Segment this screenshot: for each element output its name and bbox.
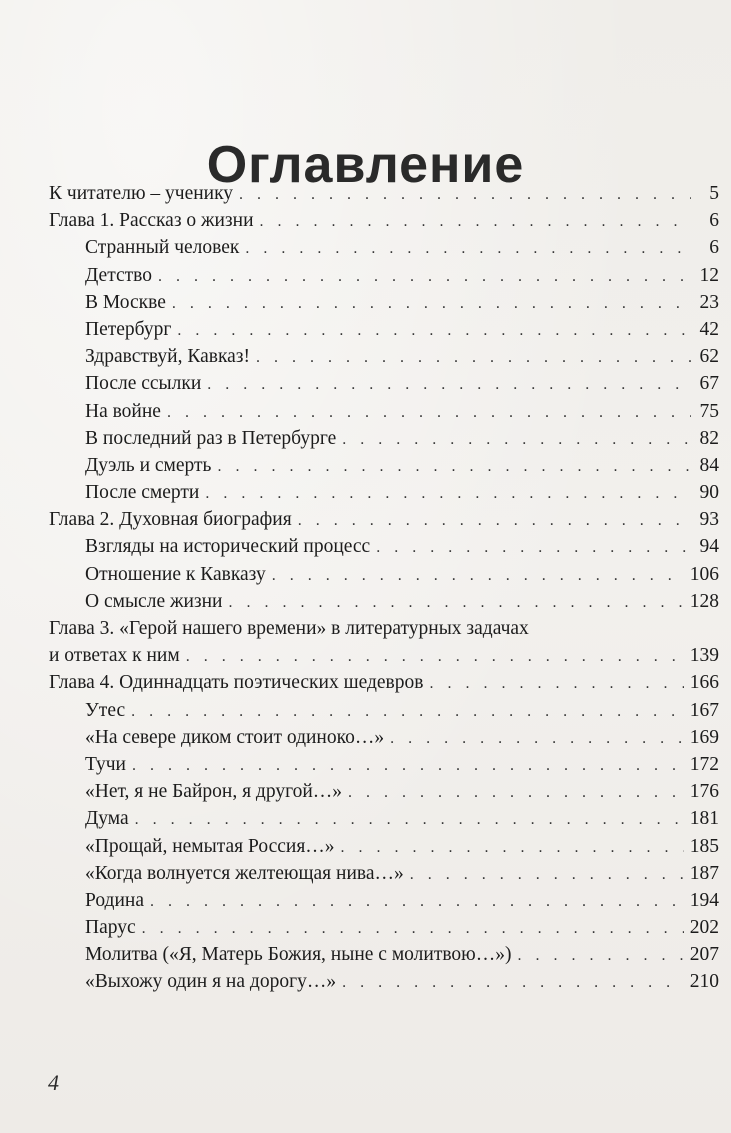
- dot-leader: [348, 779, 684, 806]
- toc-entry: [49, 506, 719, 533]
- toc-entry-label: Родина: [85, 889, 144, 911]
- page-title: Оглавление: [206, 135, 525, 194]
- dot-leader: [132, 752, 684, 779]
- toc-subentry: [49, 914, 719, 941]
- dot-leader: [517, 942, 683, 969]
- dot-leader: [228, 589, 683, 616]
- toc-entry-label: О смысле жизни: [85, 590, 223, 612]
- toc-entry-page: 6: [709, 210, 719, 232]
- toc-entry-page: 94: [699, 536, 719, 558]
- dot-leader: [376, 534, 691, 561]
- dot-leader: [135, 806, 684, 833]
- dot-leader: [298, 507, 691, 534]
- toc-entry-label: Глава 4. Одиннадцать поэтических шедевров: [49, 672, 424, 694]
- dot-leader: [272, 562, 684, 589]
- toc-entry-label: Здравствуй, Кавказ!: [85, 346, 250, 368]
- table-of-contents: [49, 180, 719, 996]
- toc-entry-page: 12: [699, 264, 719, 286]
- toc-entry-page: 181: [689, 808, 719, 830]
- dot-leader: [239, 181, 691, 208]
- toc-entry-label: «Когда волнуется желтеющая нива…»: [85, 862, 404, 884]
- dot-leader: [342, 969, 684, 996]
- toc-entry-page: 67: [699, 373, 719, 395]
- toc-entry: [49, 669, 719, 696]
- toc-entry-label: Молитва («Я, Матерь Божия, ныне с молитвою…»): [85, 944, 512, 966]
- toc-entry-label: Отношение к Кавказу: [85, 563, 266, 585]
- toc-entry-label: Взгляды на исторический процесс: [85, 536, 371, 558]
- toc-entry-label: «Выхожу один я на дорогу…»: [85, 971, 337, 993]
- dot-leader: [342, 426, 691, 453]
- toc-entry-page: 202: [689, 917, 719, 939]
- toc-subentry: [49, 588, 719, 615]
- dot-leader: [410, 861, 684, 888]
- toc-entry-label: «На севере диком стоит одиноко…»: [85, 726, 385, 748]
- toc-subentry: [49, 316, 719, 343]
- dot-leader: [167, 399, 691, 426]
- toc-entry-label: Утес: [85, 699, 126, 721]
- toc-subentry: [49, 289, 719, 316]
- dot-leader: [207, 371, 691, 398]
- toc-entry-page: 166: [689, 672, 719, 694]
- toc-subentry: [49, 452, 719, 479]
- dot-leader: [205, 480, 691, 507]
- toc-entry-page: 169: [689, 726, 719, 748]
- toc-entry-page: 23: [699, 291, 719, 313]
- toc-entry: [49, 180, 719, 207]
- toc-subentry: [49, 724, 719, 751]
- toc-entry-label: Глава 1. Рассказ о жизни: [49, 210, 254, 232]
- dot-leader: [245, 235, 691, 262]
- toc-entry-page: 84: [699, 454, 719, 476]
- toc-subentry: [49, 370, 719, 397]
- toc-entry-label: и ответах к ним: [49, 645, 180, 667]
- toc-entry-page: 75: [699, 400, 719, 422]
- toc-entry-page: 90: [699, 482, 719, 504]
- toc-subentry: [49, 343, 719, 370]
- toc-entry-page: 62: [699, 346, 719, 368]
- toc-subentry: [49, 425, 719, 452]
- toc-subentry: [49, 533, 719, 560]
- toc-entry-label: Странный человек: [85, 237, 240, 259]
- dot-leader: [256, 344, 691, 371]
- toc-entry-page: 42: [699, 318, 719, 340]
- toc-entry: [49, 615, 719, 642]
- toc-entry-label: В Москве: [85, 291, 166, 313]
- dot-leader: [390, 725, 684, 752]
- toc-entry-page: 185: [689, 835, 719, 857]
- toc-entry-page: 106: [689, 563, 719, 585]
- dot-leader: [158, 263, 691, 290]
- toc-entry-label: Дуэль и смерть: [85, 454, 212, 476]
- toc-subentry: [49, 887, 719, 914]
- dot-leader: [131, 698, 684, 725]
- toc-subentry: [49, 805, 719, 832]
- dot-leader: [150, 888, 684, 915]
- toc-entry-label: «Прощай, немытая Россия…»: [85, 835, 335, 857]
- toc-entry-label: Петербург: [85, 318, 172, 340]
- toc-entry-label: К читателю – ученику: [49, 183, 234, 204]
- toc-entry-label: После ссылки: [85, 373, 202, 395]
- toc-entry-page: 176: [689, 781, 719, 803]
- toc-entry-label: Глава 2. Духовная биография: [49, 509, 292, 531]
- toc-subentry: [49, 398, 719, 425]
- toc-entry-page: 5: [709, 183, 719, 204]
- toc-entry-page: 93: [699, 509, 719, 531]
- toc-entry: [49, 207, 719, 234]
- toc-entry-page: 139: [689, 645, 719, 667]
- dot-leader: [217, 453, 691, 480]
- toc-subentry: [49, 234, 719, 261]
- toc-entry-page: 167: [689, 699, 719, 721]
- toc-entry-label: После смерти: [85, 482, 200, 504]
- toc-entry-label: Парус: [85, 917, 136, 939]
- toc-subentry: [49, 941, 719, 968]
- dot-leader: [429, 670, 683, 697]
- toc-entry-label: В последний раз в Петербурге: [85, 427, 337, 449]
- toc-subentry: [49, 262, 719, 289]
- page-number: 4: [48, 1070, 59, 1095]
- toc-entry-page: 128: [689, 590, 719, 612]
- toc-entry-label: Глава 3. «Герой нашего времени» в литературных задачах: [49, 618, 529, 639]
- toc-entry-page: 210: [689, 971, 719, 993]
- dot-leader: [260, 208, 691, 235]
- dot-leader: [341, 834, 684, 861]
- toc-subentry: [49, 479, 719, 506]
- toc-entry-page: 194: [689, 889, 719, 911]
- toc-entry-label: Тучи: [85, 753, 126, 775]
- toc-entry-label: Дума: [85, 808, 129, 830]
- toc-entry-label: На войне: [85, 400, 161, 422]
- toc-entry-page: 207: [689, 944, 719, 966]
- dot-leader: [177, 317, 691, 344]
- toc-subentry: [49, 751, 719, 778]
- toc-entry-page: 187: [689, 862, 719, 884]
- toc-subentry: [49, 833, 719, 860]
- toc-subentry: [49, 697, 719, 724]
- toc-entry-page: 172: [689, 753, 719, 775]
- toc-subentry: [49, 778, 719, 805]
- toc-entry-label: «Нет, я не Байрон, я другой…»: [85, 781, 343, 803]
- toc-entry: [49, 642, 719, 669]
- toc-entry-page: 82: [699, 427, 719, 449]
- dot-leader: [172, 290, 691, 317]
- dot-leader: [186, 643, 684, 670]
- toc-subentry: [49, 561, 719, 588]
- toc-subentry: [49, 968, 719, 995]
- toc-entry-page: 6: [709, 237, 719, 259]
- toc-subentry: [49, 860, 719, 887]
- dot-leader: [142, 915, 684, 942]
- toc-entry-label: Детство: [85, 264, 152, 286]
